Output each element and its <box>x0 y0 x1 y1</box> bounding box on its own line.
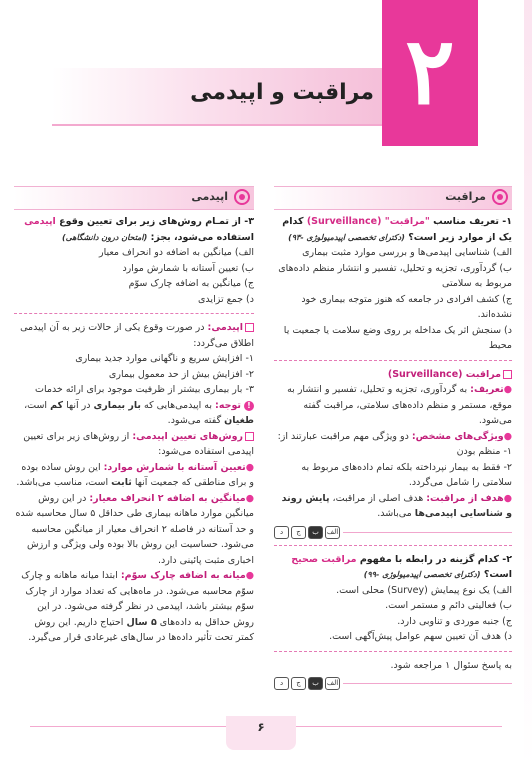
question-3-stem: ۳- از تمـام روش‌های زیر برای تعیین وقوع اپیدمی استفاده می‌شود، بجز: (امتحان درون دانشگاهی) <box>24 216 254 243</box>
method-1: ●تعیین آستانه با شمارش موارد: این روش ساده بوده و برای مناطقی که جمعیت آنها ثابت است، مناسب می‌باشد. <box>16 461 254 488</box>
option: د) جمع تزایدی <box>198 293 254 305</box>
dashed-divider <box>274 651 512 652</box>
answer-option-selected: ب <box>308 677 323 690</box>
note-features: ●ویژگی‌های مشخص: دو ویژگی مهم مراقبت عبارتند از: <box>277 430 512 442</box>
methods-title: روش‌های تعیین اپیدمی: از روش‌های زیر برای تعیین اپیدمی استفاده می‌شود: <box>23 430 254 457</box>
square-bullet-icon <box>245 432 254 441</box>
answer-option-selected: ب <box>308 526 323 539</box>
dot-bullet-icon: ● <box>503 430 512 442</box>
left-column <box>14 214 254 646</box>
dashed-divider <box>274 545 512 546</box>
answer-option: ج <box>291 677 306 690</box>
list-item: ۲- افزایش بیش از حد معمول بیماری <box>108 368 254 380</box>
page-number: ۶ <box>257 720 265 734</box>
exclamation-icon: ! <box>244 401 254 411</box>
dot-bullet-icon: ● <box>503 384 512 395</box>
section-heading-epidemic <box>14 186 254 210</box>
list-item: ۱- افزایش سریع و ناگهانی موارد جدید بیماری <box>75 353 254 364</box>
option: ب) گردآوری، تجزیه و تحلیل، تفسیر و انتشار منظم داده‌های مربوط به سلامتی <box>278 262 512 289</box>
answer-option: ج <box>291 526 306 539</box>
question-2-stem: ۲- کدام گزینه در رابطه با مفهوم مراقبت صحیح است؟ (دکترای تخصصی اپیدمیولوژی -۹۹) <box>291 553 512 580</box>
dashed-divider <box>274 360 512 361</box>
method-2: ●میانگین به اضافه ۲ انحراف معیار: در این روش میانگین موارد ماهانه بیماری طی حداقل ۵ سال محاسبه شده و حد آستانه در فاصله ۲ انحراف معیار از میانگین محاسبه می‌شود. حساسیت این روش بالا بوده ولی ویژگی و ارزش اخباری مثبت پائینی دارد. <box>15 492 254 566</box>
option: د) سنجش اثر یک مداخله بر روی وضع سلامت یا جمعیت یا محیط <box>283 324 512 351</box>
header-underline <box>52 124 382 126</box>
option: ج) میانگین به اضافه چارک سوّم <box>128 278 254 289</box>
dot-bullet-icon: ● <box>245 492 254 504</box>
note-definition: ●تعریف: به گردآوری، تجزیه و تحلیل، تفسیر و انتشار به موقع، مستمر و منظم داده‌های سلامتی، مراقبت گفته می‌شود. <box>287 384 512 426</box>
list-item: ۳- بار بیماری بیشتر از ظرفیت موجود برای ارائه خدمات <box>35 384 254 395</box>
chapter-number: ۲ <box>405 17 455 125</box>
chapter-title: مراقبت و اپیدمی <box>190 80 374 105</box>
note-goal: ●هدف از مراقبت: هدف اصلی از مراقبت، پایش روند و شناسایی اپیدمی‌ها می‌باشد. <box>281 492 512 519</box>
target-icon <box>492 189 508 205</box>
answer-option: الف <box>325 677 340 690</box>
dot-bullet-icon: ● <box>503 492 512 504</box>
answer-option: الف <box>325 526 340 539</box>
section-heading-surveillance <box>274 186 512 210</box>
option: ج) کشف افرادی در جامعه که هنوز متوجه بیماری خود نشده‌اند. <box>301 293 512 320</box>
section-heading-label: اپیدمی <box>191 190 228 203</box>
dashed-divider <box>14 313 254 314</box>
square-bullet-icon <box>245 323 254 332</box>
question-reference: (دکترای تخصصی اپیدمیولوژی -۹۳) <box>288 232 405 242</box>
question-reference: (دکترای تخصصی اپیدمیولوژی -۹۹) <box>363 570 481 579</box>
feature-item: ۱- منظم بودن <box>456 446 512 457</box>
right-column <box>274 214 512 694</box>
note-definition: اپیدمی: در صورت وقوع یکی از حالات زیر به آن اپیدمی اطلاق می‌گردد: <box>20 322 254 349</box>
option: ب) تعیین آستانه با شمارش موارد <box>122 262 254 274</box>
answer-note: به پاسخ سئوال ۱ مراجعه شود. <box>390 659 512 671</box>
answer-bar-q2 <box>274 677 512 690</box>
dot-bullet-icon: ● <box>245 461 254 473</box>
option: الف) یک نوع پیمایش (Survey) محلی است. <box>336 584 512 596</box>
option: الف) میانگین به اضافه دو انحراف معیار <box>99 247 254 258</box>
option: د) هدف آن تعیین سهم عوامل پیش‌آگهی است. <box>329 631 512 642</box>
option: ب) فعالیتی دائم و مستمر است. <box>385 600 512 611</box>
option: الف) شناسایی اپیدمی‌ها و بررسی موارد مثبت بیماری <box>302 247 512 258</box>
attention-note: ! توجه: به اپیدمی‌هایی که بار بیماری در آنها کم است، طغیان گفته می‌شود. <box>24 399 254 426</box>
answer-option: د <box>274 677 289 690</box>
dot-bullet-icon: ● <box>245 570 254 581</box>
target-icon <box>234 189 250 205</box>
option: ج) جنبه موردی و تناوبی دارد. <box>397 615 512 627</box>
square-bullet-icon <box>503 370 512 379</box>
answer-option: د <box>274 526 289 539</box>
note-title: مراقبت (Surveillance) <box>274 367 512 383</box>
question-reference: (امتحان درون دانشگاهی) <box>61 232 148 242</box>
section-heading-label: مراقبت <box>445 190 486 203</box>
side-strip <box>524 0 532 768</box>
method-3: ●میانه به اضافه چارک سوّم: ابتدا میانه ماهانه و چارک سوّم محاسبه می‌شود. در ماه‌هایی که تعداد موارد از چارک سوّم بیشتر باشد، اپیدمی در نظر گرفته می‌شود. در این روش حداقل به داده‌های ۵ سال احتیاج داریم. این روش کمتر تحت تأثیر داده‌ها در سال‌های غیرعادی قرار می‌گیرد. <box>21 570 254 643</box>
answer-bar-q1 <box>274 526 512 539</box>
question-1-stem: ۱- تعریف مناسب "مراقبت" (Surveillance) کدام یک از موارد زیر است؟ (دکترای تخصصی اپیدمیولوژی -۹۳) <box>282 216 512 243</box>
feature-item: ۲- فقط به بیمار نپرداخته بلکه تمام داده‌های مربوط به سلامتی را شامل می‌گردد. <box>301 461 512 488</box>
